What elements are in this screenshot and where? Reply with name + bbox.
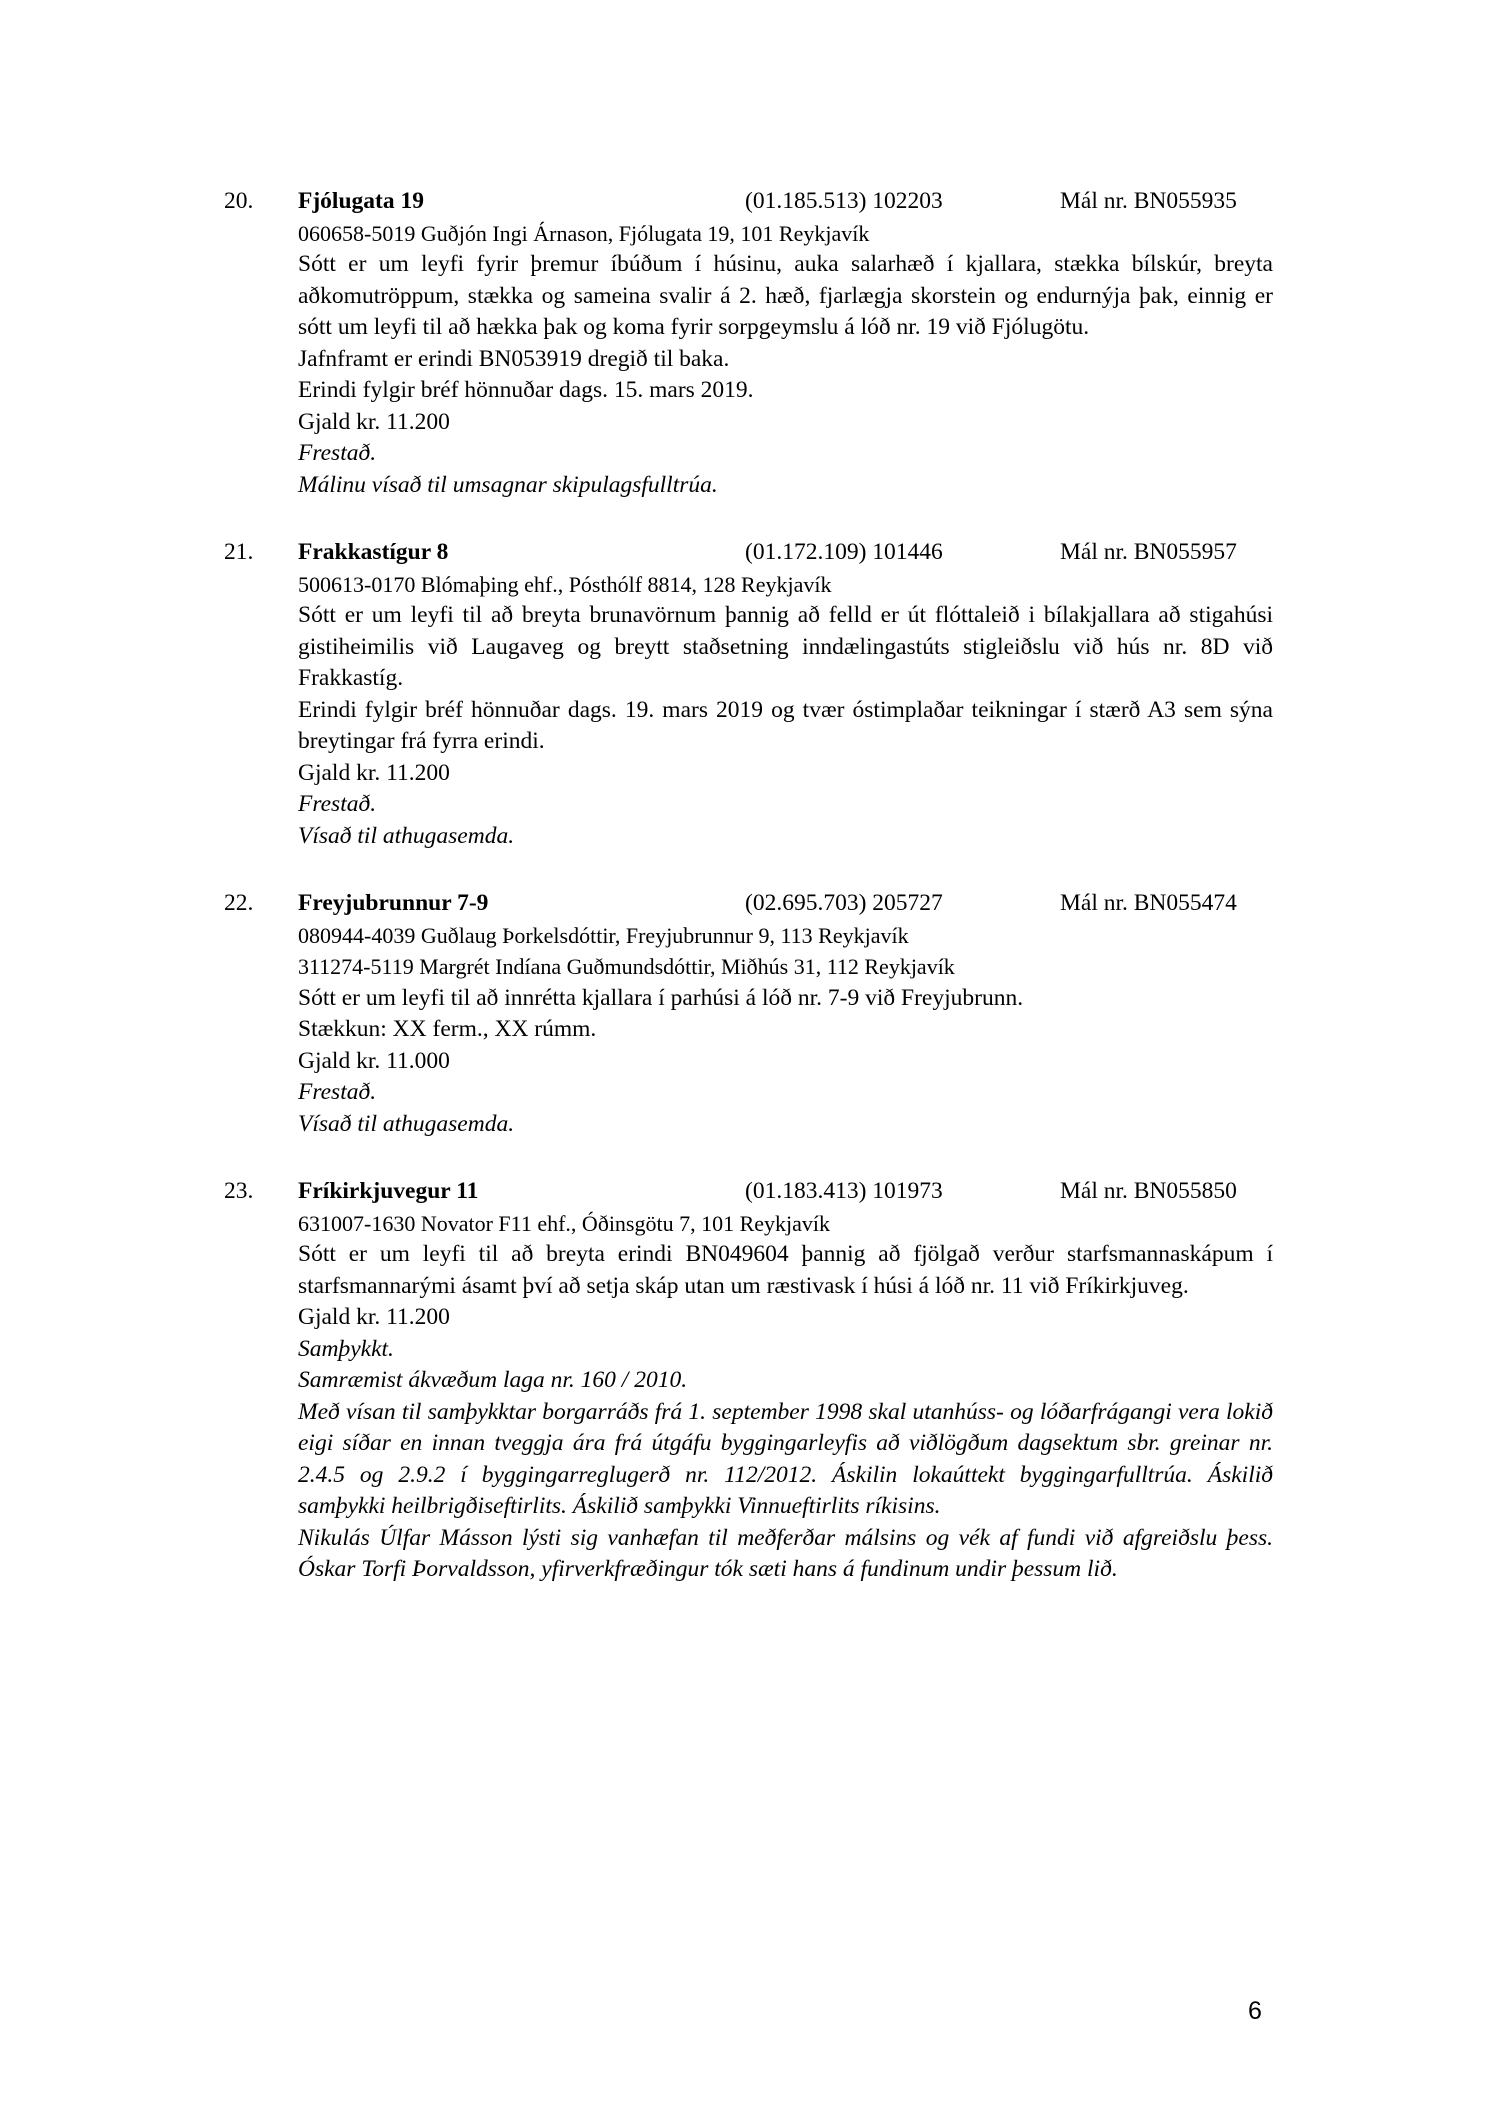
item-paragraphs: [298, 249, 1273, 501]
body-paragraph: Sótt er um leyfi til að breyta brunavörnum þannig að felld er út flóttaleið i bílakjallara að stigahúsi gistiheimilis við Laugaveg og breytt staðsetning inndælingastúts stigleiðslu við hús nr. 8D við Frakkastíg.: [298, 602, 1273, 691]
item-case-number: Mál nr. BN055474: [1060, 890, 1237, 916]
body-paragraph: Erindi fylgir bréf hönnuðar dags. 15. mars 2019.: [298, 377, 754, 403]
applicant-lines: [298, 1208, 1273, 1240]
case-list: [224, 186, 1273, 1622]
case-item: [224, 537, 1273, 852]
item-address: Fjólugata 19: [298, 188, 424, 214]
applicant-lines: [298, 569, 1273, 601]
item-number: 22.: [224, 890, 254, 916]
body-paragraph: Sótt er um leyfi til að innrétta kjallara í parhúsi á lóð nr. 7-9 við Freyjubrunn.: [298, 984, 1024, 1011]
item-case-number: Mál nr. BN055957: [1060, 539, 1237, 565]
item-number: 21.: [224, 539, 254, 565]
applicant-lines: [298, 218, 1273, 250]
item-address: Freyjubrunnur 7-9: [298, 890, 489, 916]
decision-line: Frestað.: [298, 1079, 377, 1105]
case-item: [224, 186, 1273, 501]
applicant-lines: [298, 920, 1273, 983]
decision-line: Samþykkt.: [298, 1335, 394, 1362]
item-address: Fríkirkjuvegur 11: [298, 1178, 479, 1204]
page-number: 6: [1248, 1997, 1262, 2025]
decision-line: Vísað til athugasemda.: [298, 1110, 515, 1137]
body-paragraph: Gjald kr. 11.000: [298, 1047, 450, 1074]
decision-line: Frestað.: [298, 791, 377, 817]
item-heading-row: [298, 888, 1273, 920]
applicant-line: 631007-1630 Novator F11 ehf., Óðinsgötu 7, 101 Reykjavík: [298, 1210, 831, 1236]
item-heading-row: [298, 537, 1273, 569]
item-address: Frakkastígur 8: [298, 539, 449, 565]
decision-line: Samræmist ákvæðum laga nr. 160 / 2010.: [298, 1367, 688, 1393]
item-case-number: Mál nr. BN055935: [1060, 188, 1237, 214]
applicant-line: 311274-5119 Margrét Indíana Guðmundsdóttir, Miðhús 31, 112 Reykjavík: [298, 954, 955, 979]
body-paragraph: Erindi fylgir bréf hönnuðar dags. 19. mars 2019 og tvær óstimplaðar teikningar í stærð A3 sem sýna breytingar frá fyrra erindi.: [298, 696, 1273, 754]
body-paragraph: Jafnframt er erindi BN053919 dregið til baka.: [298, 345, 730, 372]
body-paragraph: Gjald kr. 11.200: [298, 759, 450, 786]
item-property-code: (01.183.413) 101973: [745, 1178, 943, 1204]
decision-line: Nikulás Úlfar Másson lýsti sig vanhæfan til meðferðar málsins og vék af fundi við afgreiðslu þess. Óskar Torfi Þorvaldsson, yfirverkfræðingur tók sæti hans á fundinum undir þessum lið.: [298, 1524, 1273, 1582]
item-number: 23.: [224, 1178, 254, 1204]
item-property-code: (01.172.109) 101446: [745, 539, 943, 565]
item-case-number: Mál nr. BN055850: [1060, 1178, 1237, 1204]
item-paragraphs: [298, 983, 1273, 1141]
case-item: [224, 1176, 1273, 1586]
item-paragraphs: [298, 600, 1273, 852]
item-heading-row: [298, 1176, 1273, 1208]
applicant-line: 060658-5019 Guðjón Ingi Árnason, Fjólugata 19, 101 Reykjavík: [298, 220, 870, 246]
body-paragraph: Stækkun: XX ferm., XX rúmm.: [298, 1016, 597, 1042]
applicant-line: 500613-0170 Blómaþing ehf., Pósthólf 8814, 128 Reykjavík: [298, 571, 832, 597]
item-paragraphs: [298, 1239, 1273, 1586]
applicant-line: 080944-4039 Guðlaug Þorkelsdóttir, Freyjubrunnur 9, 113 Reykjavík: [298, 922, 909, 948]
item-number: 20.: [224, 188, 254, 214]
body-paragraph: Gjald kr. 11.200: [298, 408, 450, 435]
decision-line: Vísað til athugasemda.: [298, 822, 515, 849]
body-paragraph: Gjald kr. 11.200: [298, 1304, 450, 1330]
item-property-code: (01.185.513) 102203: [745, 188, 943, 214]
item-property-code: (02.695.703) 205727: [745, 890, 943, 916]
body-paragraph: Sótt er um leyfi til að breyta erindi BN049604 þannig að fjölgað verður starfsmannaskápum í starfsmannarými ásamt því að setja skáp utan um ræstivask í húsi á lóð nr. 11 við Fríkirkjuveg.: [298, 1241, 1273, 1299]
decision-line: Málinu vísað til umsagnar skipulagsfulltrúa.: [298, 471, 718, 498]
case-item: [224, 888, 1273, 1140]
item-heading-row: [298, 186, 1273, 218]
decision-line: Með vísan til samþykktar borgarráðs frá 1. september 1998 skal utanhúss- og lóðarfrágangi vera lokið eigi síðar en innan tveggja ára frá útgáfu byggingarleyfis að viðlögðum dagsektum sbr. greinar nr. 2.4.5 og 2.9.2 í byggingarreglugerð nr. 112/2012. Áskilin lokaúttekt byggingarfulltrúa. Áskilið samþykki heilbrigðiseftirlits. Áskilið samþykki Vinnueftirlits ríkisins.: [298, 1398, 1273, 1519]
decision-line: Frestað.: [298, 440, 377, 466]
body-paragraph: Sótt er um leyfi fyrir þremur íbúðum í húsinu, auka salarhæð í kjallara, stækka bílskúr, breyta aðkomutröppum, stækka og sameina svalir á 2. hæð, fjarlægja skorstein og endurnýja þak, einnig er sótt um leyfi til að hækka þak og koma fyrir sorpgeymslu á lóð nr. 19 við Fjólugötu.: [298, 251, 1273, 340]
